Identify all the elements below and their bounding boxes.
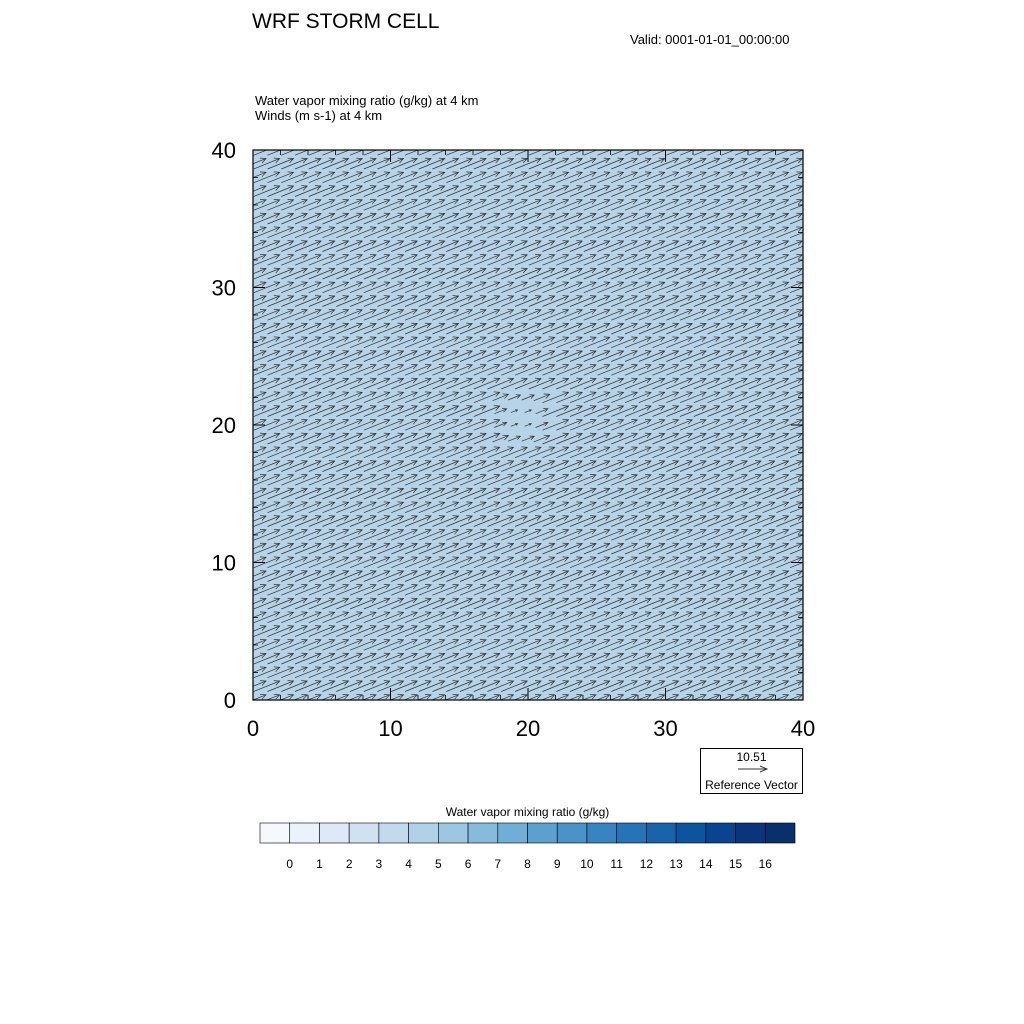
wind-vector-head xyxy=(480,144,486,149)
wind-vector-head xyxy=(810,639,816,644)
colorbar-swatch xyxy=(587,823,617,843)
colorbar-level-label: 0 xyxy=(286,857,294,871)
reference-vector-label: Reference Vector xyxy=(705,778,798,792)
wind-vector-head xyxy=(315,144,321,149)
colorbar-level-label: 8 xyxy=(524,857,531,871)
colorbar-level-label: 10 xyxy=(580,857,594,871)
colorbar-swatch xyxy=(706,823,736,843)
wind-vector-head xyxy=(810,516,816,521)
x-tick-label: 40 xyxy=(790,716,816,741)
wind-vector-head xyxy=(563,144,569,149)
colorbar-level-label: 3 xyxy=(375,857,383,871)
wind-vector-head xyxy=(810,571,816,576)
wind-vector-head xyxy=(576,144,582,149)
wind-vector-head xyxy=(466,144,472,149)
wind-vector-head xyxy=(810,681,816,686)
wind-vector-head xyxy=(439,144,445,149)
wind-vector-head xyxy=(590,144,596,149)
wind-vector-head xyxy=(810,337,816,342)
colorbar-swatch xyxy=(646,823,676,843)
colorbar-swatch xyxy=(557,823,587,843)
wind-vector-head xyxy=(411,144,417,149)
wind-vector-head xyxy=(398,144,404,149)
wind-vector-head xyxy=(728,144,734,149)
wind-vector-head xyxy=(810,241,816,246)
wind-vector-head xyxy=(425,144,431,149)
wind-vector-head xyxy=(810,667,816,672)
colorbar-swatch xyxy=(468,823,498,843)
wind-vector-head xyxy=(741,144,747,149)
wind-vector-head xyxy=(810,529,816,534)
wind-vector-head xyxy=(494,144,500,149)
wind-vector-head xyxy=(810,186,816,191)
colorbar-swatch xyxy=(765,823,795,843)
wind-vector-head xyxy=(796,144,802,149)
colorbar-swatch xyxy=(617,823,647,843)
wind-vector-head xyxy=(810,488,816,493)
wind-vector-head xyxy=(631,144,637,149)
x-tick-label: 0 xyxy=(246,716,260,741)
wind-vector-head xyxy=(810,694,816,699)
y-tick-label: 30 xyxy=(211,275,236,301)
colorbar-level-label: 12 xyxy=(639,857,654,871)
wind-vector-head xyxy=(686,144,692,149)
wind-vector-head xyxy=(755,144,761,149)
wind-vector-head xyxy=(301,144,307,149)
colorbar-level-label: 1 xyxy=(316,857,323,871)
wind-vector-head xyxy=(810,626,816,631)
colorbar-labels xyxy=(286,857,772,871)
wind-vector-head xyxy=(604,144,610,149)
wind-vector-head xyxy=(810,461,816,466)
wind-vector-head xyxy=(260,144,266,149)
wind-vector-head xyxy=(810,557,816,562)
colorbar-level-label: 16 xyxy=(758,857,772,871)
wind-vector-head xyxy=(453,144,459,149)
wind-vector-head xyxy=(288,144,294,149)
wind-vector-head xyxy=(810,227,816,232)
wind-vector-head xyxy=(714,144,720,149)
colorbar-level-label: 15 xyxy=(728,857,743,871)
wind-vector-head xyxy=(810,351,816,356)
x-tick-label: 20 xyxy=(515,716,541,741)
field-subtitle: Water vapor mixing ratio (g/kg) at 4 km xyxy=(255,93,479,108)
colorbar-level-label: 9 xyxy=(553,857,561,871)
colorbar-swatch xyxy=(319,823,349,843)
colorbar-swatch xyxy=(379,823,409,843)
x-tick-label: 10 xyxy=(378,716,403,741)
wind-vector-head xyxy=(274,144,280,149)
wind-vector-head xyxy=(783,144,789,149)
valid-time-label: Valid: 0001-01-01_00:00:00 xyxy=(630,32,790,47)
wind-vector-head xyxy=(810,612,816,617)
chart-title: WRF STORM CELL xyxy=(252,10,440,33)
wind-vector-head xyxy=(810,199,816,204)
wind-vector-head xyxy=(810,419,816,424)
wind-vector-head xyxy=(810,144,816,149)
y-tick-label: 40 xyxy=(211,138,236,163)
wind-vector-head xyxy=(810,172,816,177)
colorbar-swatch xyxy=(349,823,379,843)
colorbar-swatch xyxy=(290,823,320,843)
wind-vector-head xyxy=(618,144,624,149)
colorbar-title: Water vapor mixing ratio (g/kg) xyxy=(445,805,610,819)
wind-vector-head xyxy=(810,392,816,397)
wind-vector-head xyxy=(370,144,376,149)
colorbar-level-label: 5 xyxy=(434,857,442,871)
wind-vector-head xyxy=(810,364,816,369)
wind-vector-head xyxy=(810,378,816,383)
wind-vector-head xyxy=(329,144,335,149)
colorbar-swatch xyxy=(438,823,468,843)
wind-vector-head xyxy=(810,268,816,273)
y-tick-label: 10 xyxy=(211,550,236,576)
colorbar-level-label: 13 xyxy=(669,857,683,871)
wind-vector-head xyxy=(810,433,816,438)
wind-vector-head xyxy=(810,474,816,479)
wind-vector-head xyxy=(521,144,527,149)
wind-vector-head xyxy=(384,144,390,149)
colorbar-level-label: 4 xyxy=(405,857,412,871)
y-tick-labels xyxy=(212,138,236,713)
wind-vector-head xyxy=(810,282,816,287)
colorbar-swatch xyxy=(736,823,766,843)
wind-vector-head xyxy=(810,584,816,589)
wind-vector-head xyxy=(700,144,706,149)
colorbar-swatch xyxy=(498,823,528,843)
x-tick-labels xyxy=(247,716,815,741)
wind-vector-head xyxy=(645,144,651,149)
wind-vector-head xyxy=(343,144,349,149)
wind-vector-head xyxy=(673,144,679,149)
wind-vector-head xyxy=(508,144,514,149)
reference-arrow-icon xyxy=(737,765,769,773)
wind-vector-head xyxy=(810,158,816,163)
wind-vector-head xyxy=(810,543,816,548)
x-tick-label: 30 xyxy=(653,716,678,741)
wind-vector-head xyxy=(810,323,816,328)
wind-vector-head xyxy=(810,653,816,658)
wind-vector-head xyxy=(356,144,362,149)
colorbar-level-label: 6 xyxy=(464,857,472,871)
reference-vector-magnitude: 10.51 xyxy=(736,750,767,764)
colorbar-swatch xyxy=(676,823,706,843)
colorbar-level-label: 7 xyxy=(494,857,502,871)
wind-vector-head xyxy=(549,144,555,149)
winds-subtitle: Winds (m s-1) at 4 km xyxy=(255,108,383,123)
wind-vector-head xyxy=(535,144,541,149)
wind-vector-head xyxy=(810,502,816,507)
colorbar-level-label: 2 xyxy=(345,857,353,871)
reference-vector-box xyxy=(700,748,803,794)
colorbar-swatch xyxy=(409,823,439,843)
wind-vector-head xyxy=(810,213,816,218)
colorbar-level-label: 14 xyxy=(699,857,713,871)
wind-vector-head xyxy=(810,296,816,301)
colorbar-swatch xyxy=(528,823,558,843)
wind-vector-head xyxy=(810,598,816,603)
y-tick-label: 20 xyxy=(211,413,236,438)
wind-vector-head xyxy=(810,447,816,452)
wind-vector-head xyxy=(769,144,775,149)
wind-vector-head xyxy=(810,309,816,314)
colorbar-level-label: 11 xyxy=(610,857,623,871)
wind-vector-head xyxy=(659,144,665,149)
wind-vector-head xyxy=(810,254,816,259)
colorbar-swatch xyxy=(260,823,290,843)
wind-vector-head xyxy=(810,406,816,411)
colorbar xyxy=(260,823,795,843)
y-tick-label: 0 xyxy=(223,688,236,713)
